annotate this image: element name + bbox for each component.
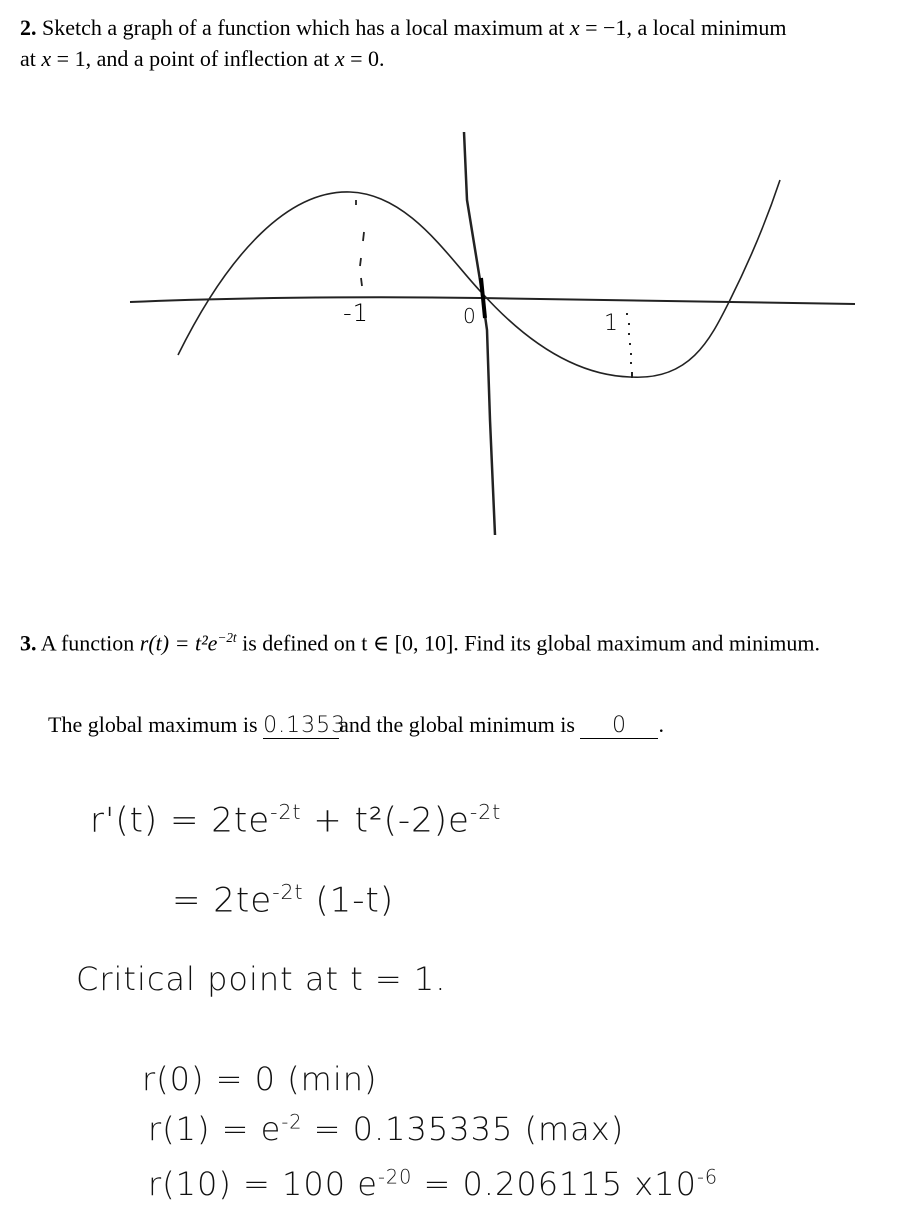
work-line-2-exp: -2t <box>272 880 304 904</box>
question-2-text-a: Sketch a graph of a function which has a local maximum at <box>36 15 570 40</box>
question-2-var-x2: x <box>41 46 52 71</box>
work-line-1-exp-2: -2t <box>469 800 502 824</box>
work-line-1-exp-1: -2t <box>270 800 302 824</box>
max-answer-value: 0.1353 <box>263 713 347 738</box>
work-line-5-a: r(1) = e <box>148 1110 282 1148</box>
dotted-line-min <box>627 313 632 378</box>
question-2-var-x3: x <box>334 46 345 71</box>
question-2-text-d: , and a point of inflection at <box>85 46 335 71</box>
question-2-eq3: = 0 <box>344 46 380 71</box>
question-2-text-c: at <box>20 46 42 71</box>
function-sketch <box>0 0 906 600</box>
label-neg-one: -1 <box>343 299 369 327</box>
question-2-eq1: = −1 <box>579 15 627 40</box>
question-3-text-a: A function <box>36 630 140 656</box>
work-line-1-text: r'(t) = 2te <box>90 800 271 841</box>
work-line-6-exp-2: -6 <box>696 1165 719 1189</box>
answer-suffix: . <box>658 712 664 737</box>
question-3-number: 3. <box>20 630 37 656</box>
work-line-1-mid: + t²(-2)e <box>301 800 470 841</box>
work-line-6-exp: -20 <box>377 1165 413 1189</box>
max-answer-blank <box>263 712 347 739</box>
question-3-function-exponent: −2t <box>217 630 237 645</box>
question-2-text-b: , a local minimum <box>626 15 787 40</box>
y-axis <box>464 132 495 535</box>
work-line-derivative <box>90 800 501 840</box>
work-line-2-text: = 2te <box>172 880 273 921</box>
question-2-text-e: . <box>379 46 385 71</box>
work-line-r10 <box>148 1165 718 1203</box>
work-line-2-end: (1-t) <box>303 880 395 921</box>
work-line-6-a: r(10) = 100 e <box>148 1165 378 1203</box>
work-line-factored <box>172 880 394 920</box>
work-line-5-exp: -2 <box>281 1110 303 1134</box>
work-line-r1 <box>148 1110 624 1148</box>
question-2-var-x1: x <box>569 15 580 40</box>
origin-mark <box>481 278 485 318</box>
question-3-text-b: is defined on t ∈ [0, 10]. Find its global maximum and minimum. <box>236 630 820 656</box>
work-line-5-b: = 0.135335 (max) <box>302 1110 625 1148</box>
question-2-number: 2. <box>20 15 37 40</box>
question-3 <box>20 620 880 660</box>
label-zero: 0 <box>463 304 477 328</box>
work-line-r0: r(0) = 0 (min) <box>142 1060 378 1098</box>
answer-middle: and the global minimum is <box>339 712 581 737</box>
dashed-line-max <box>356 200 364 286</box>
min-answer-value: 0 <box>611 713 627 738</box>
question-2-eq2: = 1 <box>51 46 86 71</box>
answer-prefix: The global maximum is <box>48 712 264 737</box>
work-line-6-b: = 0.206115 x10 <box>412 1165 697 1203</box>
label-one: 1 <box>604 311 619 336</box>
answer-line <box>48 712 664 739</box>
question-3-function: r(t) = t²e <box>139 630 218 656</box>
x-axis <box>130 297 855 304</box>
work-line-critical-point: Critical point at t = 1. <box>76 960 447 998</box>
min-answer-blank <box>580 712 658 739</box>
